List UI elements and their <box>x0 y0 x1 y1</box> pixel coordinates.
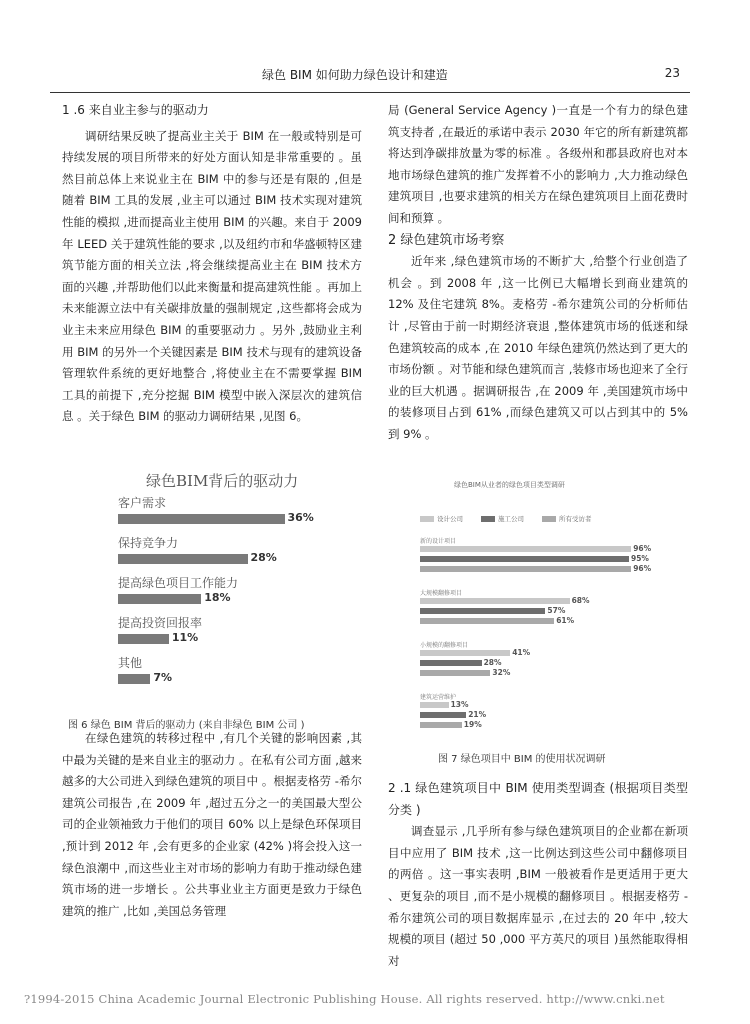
value-label: 19% <box>463 720 482 729</box>
legend-swatch <box>481 516 495 522</box>
value-label: 41% <box>512 648 531 657</box>
bar <box>420 546 631 552</box>
value-label: 57% <box>547 606 566 615</box>
left-column-lower <box>62 728 362 922</box>
category-label: 其他 <box>118 656 143 670</box>
value-label: 28% <box>250 551 277 564</box>
value-label: 28% <box>483 658 502 667</box>
figure-6-caption: 图 6 绿色 BIM 背后的驱动力 (来自非绿色 BIM 公司 ) <box>68 720 305 731</box>
value-label: 96% <box>633 544 652 553</box>
paragraph-market: 近年来 ,绿色建筑市场的不断扩大 ,给整个行业创造了机会 。到 2008 年 ,这一比例已大幅增长到商业建筑的 12% 及住宅建筑 8%。麦格劳 -希尔建筑公司的分析师估计 ,尽管由于前一时期经济衰退 ,整体建筑市场的低迷和绿色建筑较高的成本 ,在 2010 年绿色建筑仍然达到了更大的市场份额 。对节能和绿色建筑而言 ,装修市场也迎来了全行业的巨大机遇 。据调研报告 ,在 2009 年 ,美国建筑市场中的装修项目占到 61% ,而绿色建筑又可以占到其中的 5% 到 9% 。 <box>388 254 688 441</box>
bar <box>420 712 466 718</box>
copyright-footer: ?1994-2015 China Academic Journal Electronic Publishing House. All rights reserved. http://www.cnki.net <box>24 992 665 1006</box>
paragraph-bim-usage: 调查显示 ,几乎所有参与绿色建筑项目的企业都在新项目中应用了 BIM 技术 ,这一比例达到这些公司中翻修项目的两倍 。这一事实表明 ,BIM 一般被看作是更适用于更大 、更复杂的项目 ,而不是小规模的翻修项目 。根据麦格劳 -希尔建筑公司的项目数据库显示 ,在过去的 20 年中 ,较大规模的项目 (超过 50 ,000 平方英尺的项目 )虽然能取得相对 <box>388 824 688 968</box>
figure-7-chart <box>408 480 680 738</box>
legend-item <box>542 515 592 523</box>
value-label: 13% <box>450 700 469 709</box>
value-label: 61% <box>556 616 575 625</box>
section-heading-1-6: 1 .6 来自业主参与的驱动力 <box>62 103 209 117</box>
bar <box>420 670 490 676</box>
bar <box>420 660 482 666</box>
legend-label: 设计公司 <box>437 515 463 523</box>
group-label: 建筑运营维护 <box>420 694 457 701</box>
page-number: 23 <box>664 66 680 80</box>
right-column-lower <box>388 778 688 972</box>
legend-swatch <box>542 516 556 522</box>
bar <box>420 608 545 614</box>
left-column <box>62 100 362 428</box>
value-label: 11% <box>171 631 199 644</box>
bar <box>420 566 631 572</box>
category-label: 提高绿色项目工作能力 <box>118 576 239 590</box>
group-label: 新的设计项目 <box>420 538 457 545</box>
legend <box>420 514 610 523</box>
legend-item <box>481 515 524 523</box>
category-label: 提高投资回报率 <box>118 616 203 630</box>
running-title: 绿色 BIM 如何助力绿色设计和建造 <box>262 68 448 82</box>
bar <box>420 722 462 728</box>
section-heading-2-1: 2 .1 绿色建筑项目中 BIM 使用类型调查 (根据项目类型分类 ) <box>388 781 688 817</box>
section-heading-2: 2 绿色建筑市场考察 <box>388 232 505 248</box>
legend-swatch <box>420 516 434 522</box>
chart-title: 绿色BIM从业者的绿色项目类型调研 <box>454 481 565 489</box>
bar <box>420 556 629 562</box>
bar <box>420 618 554 624</box>
bar <box>420 598 570 604</box>
value-label: 96% <box>633 564 652 573</box>
value-label: 7% <box>153 671 173 684</box>
bar <box>118 514 285 524</box>
legend-label: 施工公司 <box>498 515 524 523</box>
value-label: 68% <box>571 596 590 605</box>
bar <box>420 702 449 708</box>
paragraph-owner-drivers: 调研结果反映了提高业主关于 BIM 在一般或特别是可持续发展的项目所带来的好处方面认知是非常重要的 。虽然目前总体上来说业主在 BIM 中的参与还是有限的 ,但是随着 BIM 工具的发展 ,业主可以通过 BIM 技术实现对建筑性能的模拟 ,进而提高业主使用 BIM 的兴趣。来自于 2009 年 LEED 关于建筑性能的要求 ,以及纽约市和华盛顿特区建筑节能方面的相关立法 ,将会继续提高业主在 BIM 技术方面的兴趣 ,并帮助他们以此来衡量和提高建筑性能 。再加上未来能源立法中有关碳排放量的强制规定 ,这些都将会成为业主未来应用绿色 BIM 的重要驱动力 。另外 ,鼓励业主利用 BIM 的另外一个关键因素是 BIM 技术与现有的建筑设备管理软件系统的更好地整合 ,将使业主在不需要掌握 BIM 工具的前提下 ,充分挖掘 BIM 模型中嵌入深层次的建筑信息 。关于绿色 BIM 的驱动力调研结果 ,见图 6。 <box>62 128 362 424</box>
category-label: 保持竞争力 <box>118 536 179 550</box>
bar <box>118 554 248 564</box>
value-label: 18% <box>204 591 231 604</box>
group-label: 大规模翻修项目 <box>420 590 463 597</box>
legend-label: 所有受访者 <box>559 515 592 523</box>
group-label: 小规模的翻修项目 <box>420 642 469 649</box>
paragraph-gsa: 局 (General Service Agency )一直是一个有力的绿色建筑支持者 ,在最近的承诺中表示 2030 年它的所有新建筑都将达到净碳排放量为零的标准 。各级州和郡县政府也对本地市场绿色建筑的推广发挥着不小的影响力 ,大力推动绿色建筑项目 ,也要求建筑的相关方在绿色建筑项目上面花费时间和预算 。 <box>388 103 688 225</box>
figure-7-caption: 图 7 绿色项目中 BIM 的使用状况调研 <box>438 754 606 765</box>
value-label: 21% <box>468 710 487 719</box>
bar <box>118 594 201 604</box>
page-header <box>50 56 690 93</box>
value-label: 32% <box>492 668 511 677</box>
bar <box>118 634 169 644</box>
bar <box>420 650 510 656</box>
value-label: 95% <box>631 554 649 563</box>
category-label: 客户需求 <box>118 496 167 510</box>
value-label: 36% <box>287 511 314 524</box>
figure-6-chart <box>90 466 354 702</box>
right-column <box>388 100 688 446</box>
chart-title: 绿色BIM背后的驱动力 <box>146 472 299 490</box>
bar <box>118 674 150 684</box>
paragraph-transition: 在绿色建筑的转移过程中 ,有几个关键的影响因素 ,其中最为关键的是来自业主的驱动力 。在私有公司方面 ,越来越多的大公司进入到绿色建筑的项目中 。根据麦格劳 -希尔建筑公司报告 ,在 2009 年 ,超过五分之一的美国最大型公司的企业领袖致力于他们的项目 60% 以上是绿色环保项目 ,预计到 2012 年 ,会有更多的企业家 (42% )将会投入这一绿色浪潮中 ,而这些业主对市场的影响力有助于推动绿色建筑市场的进一步增长 。公共事业业主方面更是致力于绿色建筑的推广 ,比如 ,美国总务管理 <box>62 731 362 918</box>
legend-item <box>420 515 463 523</box>
